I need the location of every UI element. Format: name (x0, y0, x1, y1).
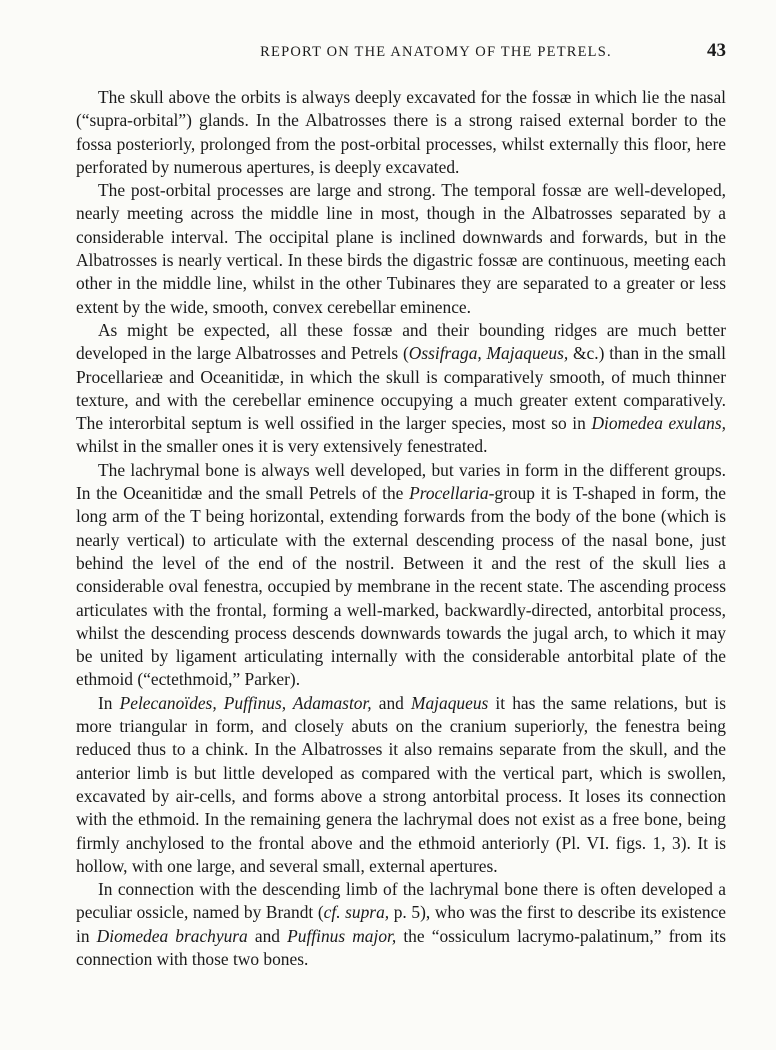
text-run: it has the same relations, but is more triangular in form, and closely abuts on the cranium superiorly, the fenestra being reduced thus to a chink. In the Albatrosses it also remains separate from the skull, and the anterior limb is but little developed as compared with the vertical part, which is swollen, excavated by air-cells, and forms above a strong antorbital process. It loses its connection with the ethmoid. In the remaining genera the lachrymal does not exist as a free bone, being firmly anchylosed to the frontal above and the ethmoid anteriorly (Pl. VI. figs. 1, 3). It is hollow, with one large, and several small, external apertures. (76, 692, 726, 876)
text-run: The post-orbital processes are large and strong. The temporal fossæ are well-developed, nearly meeting across the middle line in most, though in the Albatrosses separated by a considerable interval. The occipital plane is inclined downwards and forwards, but in the Albatrosses is nearly vertical. In these birds the digastric fossæ are continuous, meeting each other in the middle line, whilst in the other Tubinares they are separated to a greater or less extent by the wide, smooth, convex cerebellar eminence. (76, 180, 726, 317)
text-run: In (98, 692, 120, 713)
body-text (76, 86, 726, 971)
text-run: and (371, 692, 411, 713)
text-run: The lachrymal bone is always well developed, but varies in form in the different groups. In the Oceanitidæ and the small Petrels of the (76, 459, 726, 504)
italic-run: cf. supra, (323, 902, 390, 923)
text-run: -group it is T-shaped in form, the long arm of the T being horizontal, extending forwards from the body of the bone (which is nearly vertical) to articulate with the external descending process of the nasal bone, just behind the level of the end of the nostril. Between it and the rest of the skull lies a considerable oval fenestra, occupied by membrane in the recent state. The ascending process articulates with the frontal, forming a well-marked, backwardly-directed, antorbital process, whilst the descending process descends downwards towards the jugal arch, to which it may be united by ligament articulating internally with the considerable antorbital plate of the ethmoid (“ectethmoid,” Parker). (76, 483, 726, 690)
italic-run: Ossifraga, Majaqueus, (408, 343, 569, 364)
running-title: REPORT ON THE ANATOMY OF THE PETRELS. (260, 44, 612, 60)
text-run: whilst in the smaller ones it is very extensively fenestrated. (76, 436, 488, 457)
italic-run: Pelecanoïdes, Puffinus, Adamastor, (119, 692, 372, 713)
text-run: the “ossiculum lacrymo-palatinum,” from its connection with those two bones. (76, 925, 726, 969)
text-run: The skull above the orbits is always deeply excavated for the fossæ in which lie the nasal (“supra-orbital”) glands. In the Albatrosses there is a strong raised external border to the fossa posteriorly, prolonged from the post-orbital processes, whilst externally this floor, here perforated by numerous apertures, is deeply excavated. (76, 87, 726, 177)
text-run: &c.) than in the small Procellarieæ and Oceanitidæ, in which the skull is comparatively smooth, of much thinner texture, and with the cerebellar eminence occupying a much greater extent comparatively. The interorbital septum is well ossified in the larger species, most so in (76, 343, 727, 434)
italic-run: Puffinus major, (287, 925, 397, 946)
italic-run: Diomedea exulans, (591, 413, 726, 434)
text-run: and (247, 925, 288, 946)
paragraph (76, 692, 726, 878)
italic-run: Majaqueus (411, 692, 489, 713)
running-head (76, 40, 726, 64)
paragraph (76, 179, 726, 319)
paragraph (76, 459, 726, 692)
text-run: p. 5), who was the first to describe its existence in (76, 902, 727, 946)
text-run: As might be expected, all these fossæ and their bounding ridges are much better developed in the large Albatrosses and Petrels ( (76, 319, 726, 364)
paragraph (76, 319, 726, 459)
italic-run: Procellaria (409, 483, 489, 504)
paragraph (76, 86, 726, 179)
italic-run: Diomedea brachyura (96, 925, 248, 946)
paragraph (76, 878, 726, 971)
page-number: 43 (707, 40, 726, 61)
text-run: In connection with the descending limb of the lachrymal bone there is often developed a peculiar ossicle, named by Brandt ( (76, 879, 726, 923)
